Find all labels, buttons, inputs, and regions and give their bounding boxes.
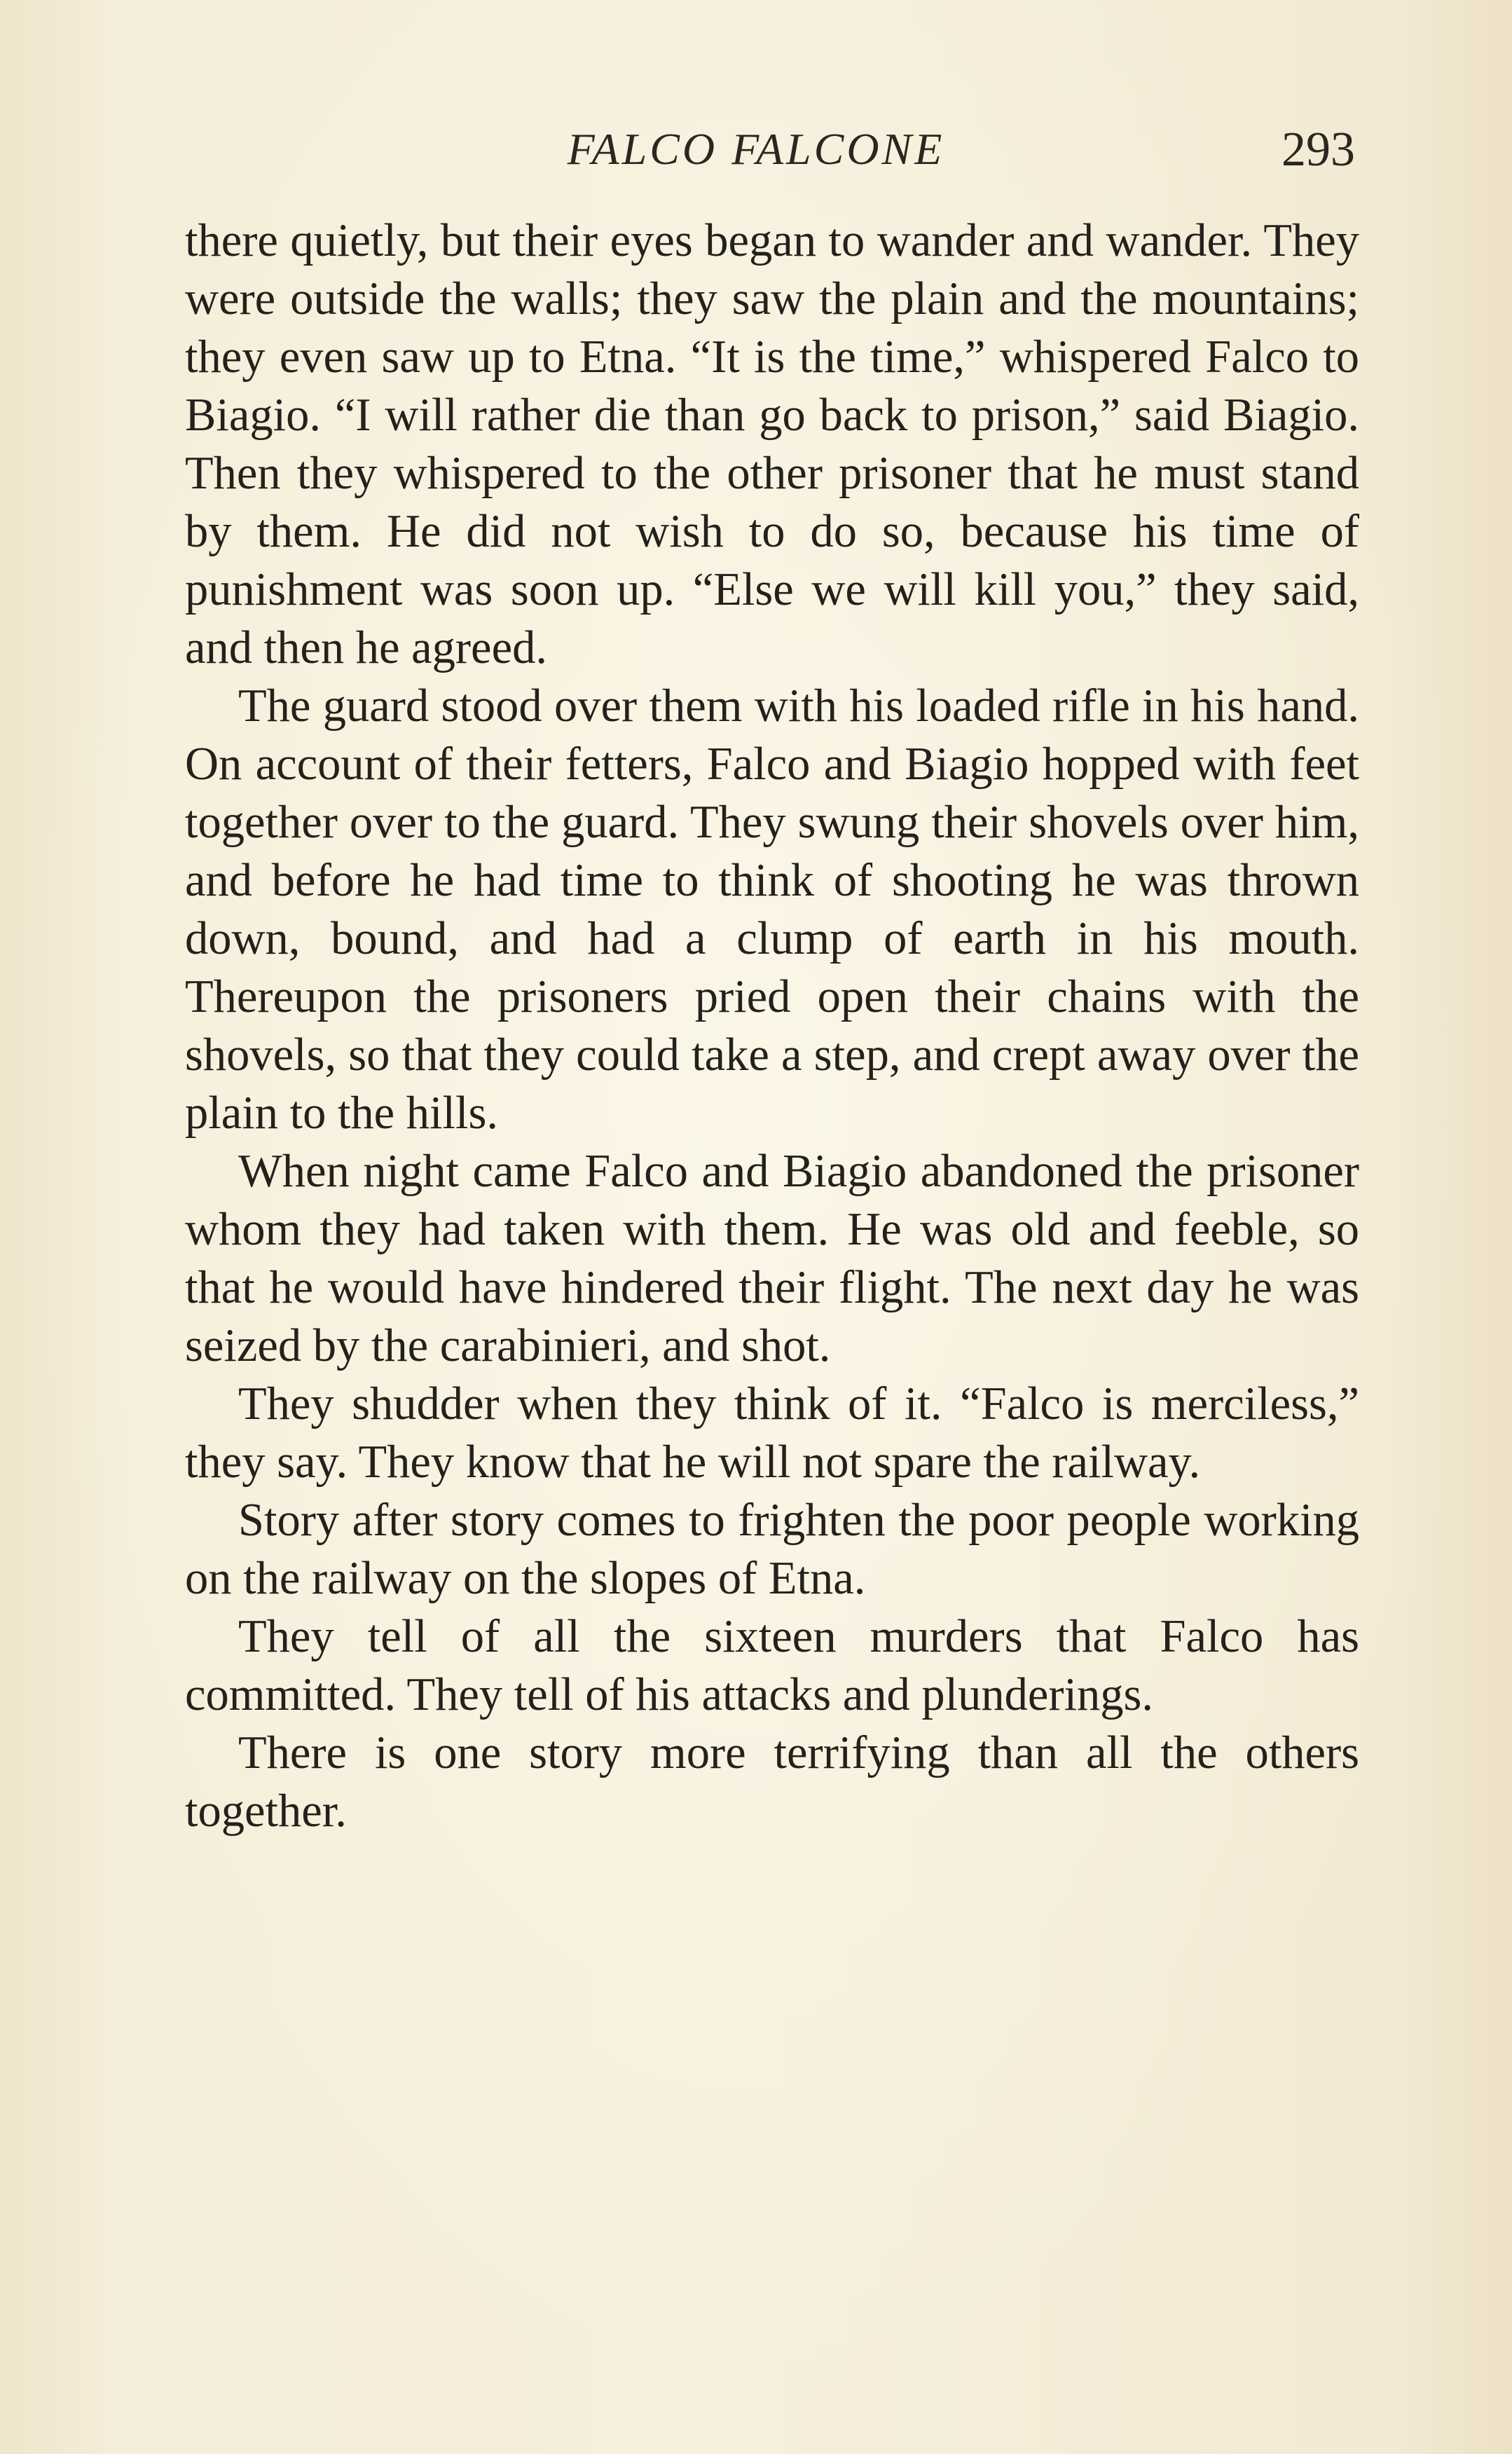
paragraph: They tell of all the sixteen murders that Falco has committed. They tell of his attacks and plunderings. [185,1611,1359,1720]
page-number: 293 [1281,123,1355,177]
paragraph: When night came Falco and Biagio abandoned the prisoner whom they had taken with them. He was old and feeble, so that he would have hindered their flight. The next day he was seized by the carabinieri, and shot. [185,1146,1359,1371]
running-title: FALCO FALCONE [567,124,945,174]
paragraph: They shudder when they think of it. “Falco is merciless,” they say. They know that he will not spare the railway. [185,1378,1359,1488]
paragraph: The guard stood over them with his loaded rifle in his hand. On account of their fetters, Falco and Biagio hopped with feet together over to the guard. They swung their shovels over him, and before he had time to think of shooting he was thrown down, bound, and had a clump of earth in his mouth. Thereupon the prisoners pried open their chains with the shovels, so that they could take a step, and crept away over the plain to the hills. [185,680,1359,1139]
paragraph: Story after story comes to frighten the poor people working on the railway on the slopes of Etna. [185,1495,1359,1604]
body-text [185,212,1359,1840]
running-header [0,118,1512,188]
paragraph: there quietly, but their eyes began to wander and wander. They were outside the walls; they saw the plain and the mountains; they even saw up to Etna. “It is the time,” whispered Falco to Biagio. “I will rather die than go back to prison,” said Biagio. Then they whispered to the other prisoner that he must stand by them. He did not wish to do so, because his time of punishment was soon up. “Else we will kill you,” they said, and then he agreed. [185,215,1359,673]
paragraph: There is one story more terrifying than all the others together. [185,1727,1359,1837]
